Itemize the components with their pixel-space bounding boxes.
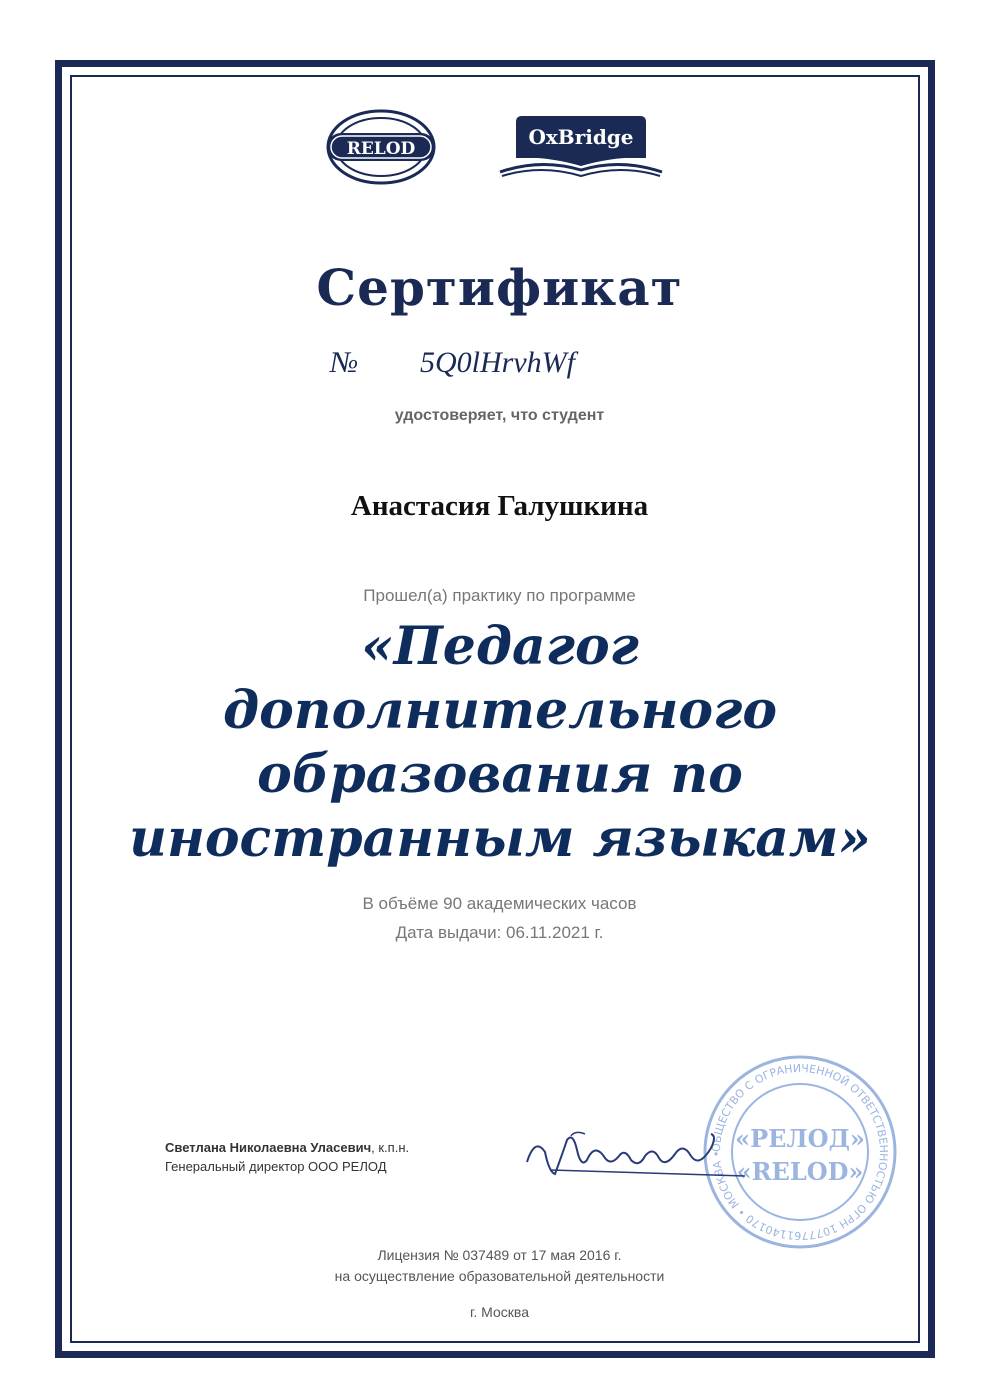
student-name: Анастасия Галушкина bbox=[350, 490, 649, 522]
signer-block bbox=[165, 1138, 409, 1176]
stamp-ring-text: ОБЩЕСТВО С ОГРАНИЧЕННОЙ ОТВЕТСТВЕННОСТЬЮ ОГРН 1077761140170 • МОСКВА • bbox=[709, 1061, 891, 1243]
signer-position: Генеральный директор ООО РЕЛОД bbox=[165, 1159, 387, 1174]
number-sign: № bbox=[330, 346, 359, 379]
license-line2: на осуществление образовательной деятельности bbox=[334, 1268, 665, 1284]
passed-text: Прошел(а) практику по программе bbox=[363, 586, 636, 605]
stamp-line2: «RELOD» bbox=[736, 1157, 864, 1186]
issue-date: Дата выдачи: 06.11.2021 г. bbox=[395, 923, 604, 942]
signer-degree: , к.п.н. bbox=[371, 1140, 410, 1155]
hours-text: В объёме 90 академических часов bbox=[362, 894, 637, 913]
license-line1: Лицензия № 037489 от 17 мая 2016 г. bbox=[377, 1247, 622, 1263]
program-title: «Педагог дополнительного образования по иностранным языкам» bbox=[129, 616, 871, 869]
certificate-number-value: 5Q0lHrvhWf bbox=[420, 346, 575, 379]
oxbridge-logo-text: OxBridge bbox=[528, 125, 634, 149]
relod-logo bbox=[323, 106, 439, 188]
license-block bbox=[0, 1245, 999, 1287]
signature bbox=[515, 1112, 755, 1192]
certificate-number bbox=[330, 346, 575, 380]
certifies-text: удостоверяет, что студент bbox=[394, 407, 605, 424]
oxbridge-logo bbox=[496, 114, 666, 180]
city: г. Москва bbox=[470, 1304, 529, 1320]
stamp-line1: «РЕЛОД» bbox=[735, 1124, 865, 1153]
signer-name: Светлана Николаевна Уласевич bbox=[165, 1140, 372, 1155]
relod-logo-text: RELOD bbox=[346, 139, 416, 159]
certificate-title: Сертификат bbox=[316, 258, 683, 317]
